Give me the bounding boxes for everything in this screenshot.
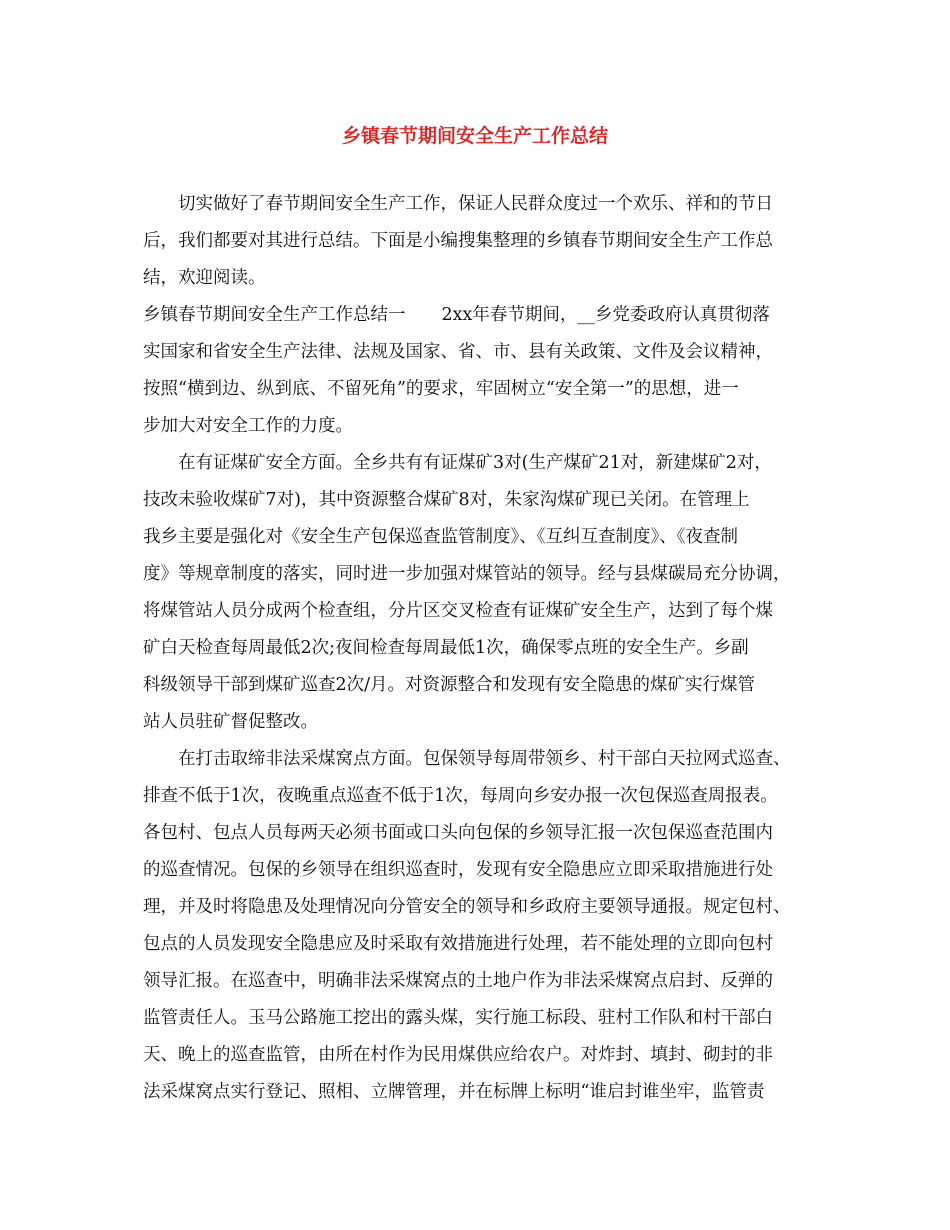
text-segment: 2xx年春节期间，__乡党委政府认真贯彻落 — [441, 305, 770, 325]
text-line: 实国家和省安全生产法律、法规及国家、省、市、县有关政策、文件及会议精神， — [143, 342, 773, 362]
text-line: 在打击取缔非法采煤窝点方面。包保领导每周带领乡、村干部白天拉网式巡查、 — [178, 749, 791, 769]
text-line: 切实做好了春节期间安全生产工作，保证人民群众度过一个欢乐、祥和的节日 — [178, 194, 773, 214]
text-line: 包点的人员发现安全隐患应及时采取有效措施进行处理，若不能处理的立即向包村 — [143, 934, 773, 954]
text-line: 监管责任人。玉马公路施工挖出的露头煤，实行施工标段、驻村工作队和村干部白 — [143, 1008, 773, 1028]
text-line: 技改未验收煤矿7对)，其中资源整合煤矿8对，朱家沟煤矿现已关闭。在管理上 — [143, 490, 750, 510]
text-line: 各包村、包点人员每两天必须书面或口头向包保的乡领导汇报一次包保巡查范围内 — [143, 823, 773, 843]
text-line: 度》等规章制度的落实，同时进一步加强对煤管站的领导。经与县煤碳局充分协调， — [143, 564, 791, 584]
text-line: 科级领导干部到煤矿巡查2次/月。对资源整合和发现有安全隐患的煤矿实行煤管 — [143, 675, 756, 695]
document-title: 乡镇春节期间安全生产工作总结 — [341, 125, 608, 147]
text-line: 法采煤窝点实行登记、照相、立牌管理，并在标牌上标明“谁启封谁坐牢，监管责 — [143, 1082, 765, 1102]
section-heading: 乡镇春节期间安全生产工作总结一 — [143, 305, 406, 325]
text-line: 的巡查情况。包保的乡领导在组织巡查时，发现有安全隐患应立即采取措施进行处 — [143, 860, 773, 880]
text-line: 领导汇报。在巡查中，明确非法采煤窝点的土地户作为非法采煤窝点启封、反弹的 — [143, 971, 773, 991]
text-line: 在有证煤矿安全方面。全乡共有有证煤矿3对(生产煤矿21对，新建煤矿2对， — [178, 453, 772, 473]
text-line: 天、晚上的巡查监管，由所在村作为民用煤供应给农户。对炸封、填封、砌封的非 — [143, 1045, 773, 1065]
text-line: 结，欢迎阅读。 — [143, 268, 266, 288]
document-body — [143, 186, 823, 1111]
text-line: 后，我们都要对其进行总结。下面是小编搜集整理的乡镇春节期间安全生产工作总 — [143, 231, 773, 251]
text-line: 按照“横到边、纵到底、不留死角”的要求，牢固树立“安全第一”的思想，进一 — [143, 379, 739, 399]
text-line: 矿白天检查每周最低2次;夜间检查每周最低1次，确保零点班的安全生产。乡副 — [143, 638, 749, 658]
text-line: 步加大对安全工作的力度。 — [143, 416, 353, 436]
text-line: 理，并及时将隐患及处理情况向分管安全的领导和乡政府主要领导通报。规定包村、 — [143, 897, 791, 917]
text-line: 站人员驻矿督促整改。 — [143, 712, 318, 732]
text-line: 排查不低于1次，夜晚重点巡查不低于1次，每周向乡安办报一次包保巡查周报表。 — [143, 786, 778, 806]
text-line — [143, 297, 823, 334]
text-line: 将煤管站人员分成两个检查组，分片区交叉检查有证煤矿安全生产，达到了每个煤 — [143, 601, 773, 621]
text-line: 我乡主要是强化对《安全生产包保巡查监管制度》、《互纠互查制度》、《夜查制 — [143, 527, 738, 547]
